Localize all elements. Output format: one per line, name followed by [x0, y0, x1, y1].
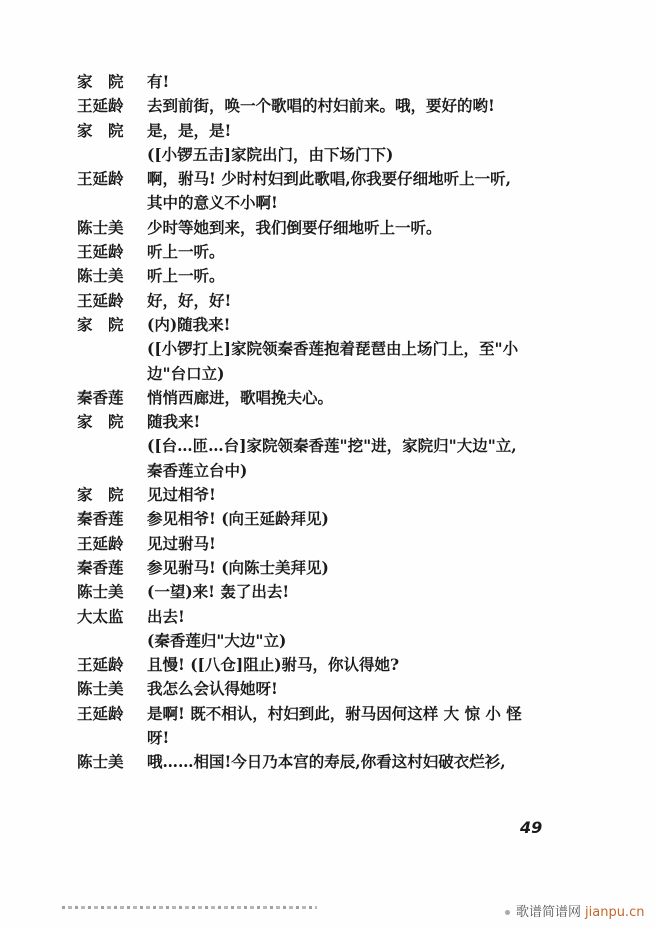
script-line: [77, 313, 577, 337]
script-line: [77, 507, 577, 531]
speaker-name: 陈士美: [77, 217, 124, 237]
speaker-name: 秦香莲: [77, 509, 124, 529]
script-line: [77, 70, 577, 94]
speaker-name: 陈士美: [77, 679, 124, 699]
speaker-name: 家 院: [77, 72, 124, 91]
script-line: [77, 264, 577, 288]
line-text: ([小锣五击]家院出门，由下场门下): [147, 144, 394, 164]
line-text: 见过相爷!: [147, 485, 216, 505]
speaker-name: 家 院: [77, 314, 124, 334]
line-text: 好，好，好!: [147, 290, 232, 310]
continuation-line: [77, 191, 577, 215]
speaker-name: 家 院: [77, 485, 124, 505]
line-text: 见过驸马!: [147, 533, 216, 553]
watermark-site-name: 歌谱简谱网: [516, 905, 582, 920]
script-line: [77, 289, 577, 313]
continuation-line: [77, 362, 577, 386]
script-line: [77, 94, 577, 118]
line-text: 是，是，是!: [147, 120, 232, 140]
speaker-name: 家 院: [77, 412, 124, 432]
script-line: [77, 605, 577, 629]
line-text: 悄悄西廊进，歌唱挽夫心。: [147, 387, 334, 407]
script-line: [77, 532, 577, 556]
line-text: (一望)来! 轰了出去!: [147, 582, 290, 602]
line-text: 是啊! 既不相认，村妇到此，驸马因何这样 大 惊 小 怪: [147, 703, 522, 723]
watermark-domain: jianpu.cn: [585, 905, 645, 920]
line-text: 去到前街，唤一个歌唱的村妇前来。哦，要好的哟!: [147, 96, 495, 116]
script-line: [77, 216, 577, 240]
line-text: 边"台口立): [147, 363, 225, 383]
script-line: [77, 653, 577, 677]
script-line: [77, 483, 577, 507]
speaker-name: 秦香莲: [77, 387, 124, 407]
script-line: [77, 410, 577, 434]
line-text: (内)随我来!: [147, 314, 231, 334]
speaker-name: 王延龄: [77, 655, 124, 675]
scan-artifact-line: [62, 906, 317, 909]
line-text: ([台…匝…台]家院领秦香莲"挖"进，家院归"大边"立,: [147, 436, 517, 456]
speaker-name: 陈士美: [77, 752, 124, 772]
script-body: [77, 70, 577, 775]
speaker-name: 秦香莲: [77, 557, 124, 577]
line-text: 随我来!: [147, 412, 201, 432]
speaker-name: 大太监: [77, 606, 124, 626]
line-text: 秦香莲立台中): [147, 460, 248, 480]
script-line: [77, 240, 577, 264]
line-text: 啊，驸马! 少时村妇到此歌唱,你我要仔细地听上一听,: [147, 169, 511, 189]
line-text: 且慢! ([八仓]阻止)驸马，你认得她?: [147, 655, 400, 675]
script-line: [77, 702, 577, 726]
script-line: [77, 580, 577, 604]
speaker-name: 王延龄: [77, 703, 124, 723]
script-line: [77, 386, 577, 410]
speaker-name: 王延龄: [77, 290, 124, 310]
watermark-dot-icon: [505, 910, 510, 915]
script-line: [77, 167, 577, 191]
script-line: [77, 750, 577, 774]
line-text: 参见相爷! (向王延龄拜见): [147, 509, 329, 529]
speaker-name: 王延龄: [77, 242, 124, 262]
stage-direction: [77, 143, 577, 167]
line-text: 我怎么会认得她呀!: [147, 679, 278, 699]
line-text: (秦香莲归"大边"立): [147, 630, 287, 650]
line-text: 参见驸马! (向陈士美拜见): [147, 557, 329, 577]
line-text: 少时等她到来，我们倒要仔细地听上一听。: [147, 217, 442, 237]
line-text: 其中的意义不小啊!: [147, 193, 278, 213]
speaker-name: 家 院: [77, 120, 124, 140]
line-text: 出去!: [147, 606, 185, 626]
continuation-line: [77, 459, 577, 483]
speaker-name: 陈士美: [77, 266, 124, 286]
speaker-name: 王延龄: [77, 533, 124, 553]
stage-direction: [77, 337, 577, 361]
script-line: [77, 556, 577, 580]
script-line: [77, 677, 577, 701]
line-text: 有!: [147, 72, 170, 91]
line-text: 听上一听。: [147, 242, 225, 262]
line-text: ([小锣打上]家院领秦香莲抱着琵琶由上场门上，至"小: [147, 339, 519, 359]
line-text: 哦……相国!今日乃本宫的寿辰,你看这村妇破衣烂衫,: [147, 752, 506, 772]
speaker-name: 王延龄: [77, 96, 124, 116]
stage-direction: [77, 434, 577, 458]
speaker-name: 王延龄: [77, 169, 124, 189]
stage-direction: [77, 629, 577, 653]
line-text: 听上一听。: [147, 266, 225, 286]
watermark: [505, 901, 644, 920]
line-text: 呀!: [147, 728, 170, 748]
script-line: [77, 119, 577, 143]
continuation-line: [77, 726, 577, 750]
speaker-name: 陈士美: [77, 582, 124, 602]
page-number: 49: [520, 818, 543, 837]
